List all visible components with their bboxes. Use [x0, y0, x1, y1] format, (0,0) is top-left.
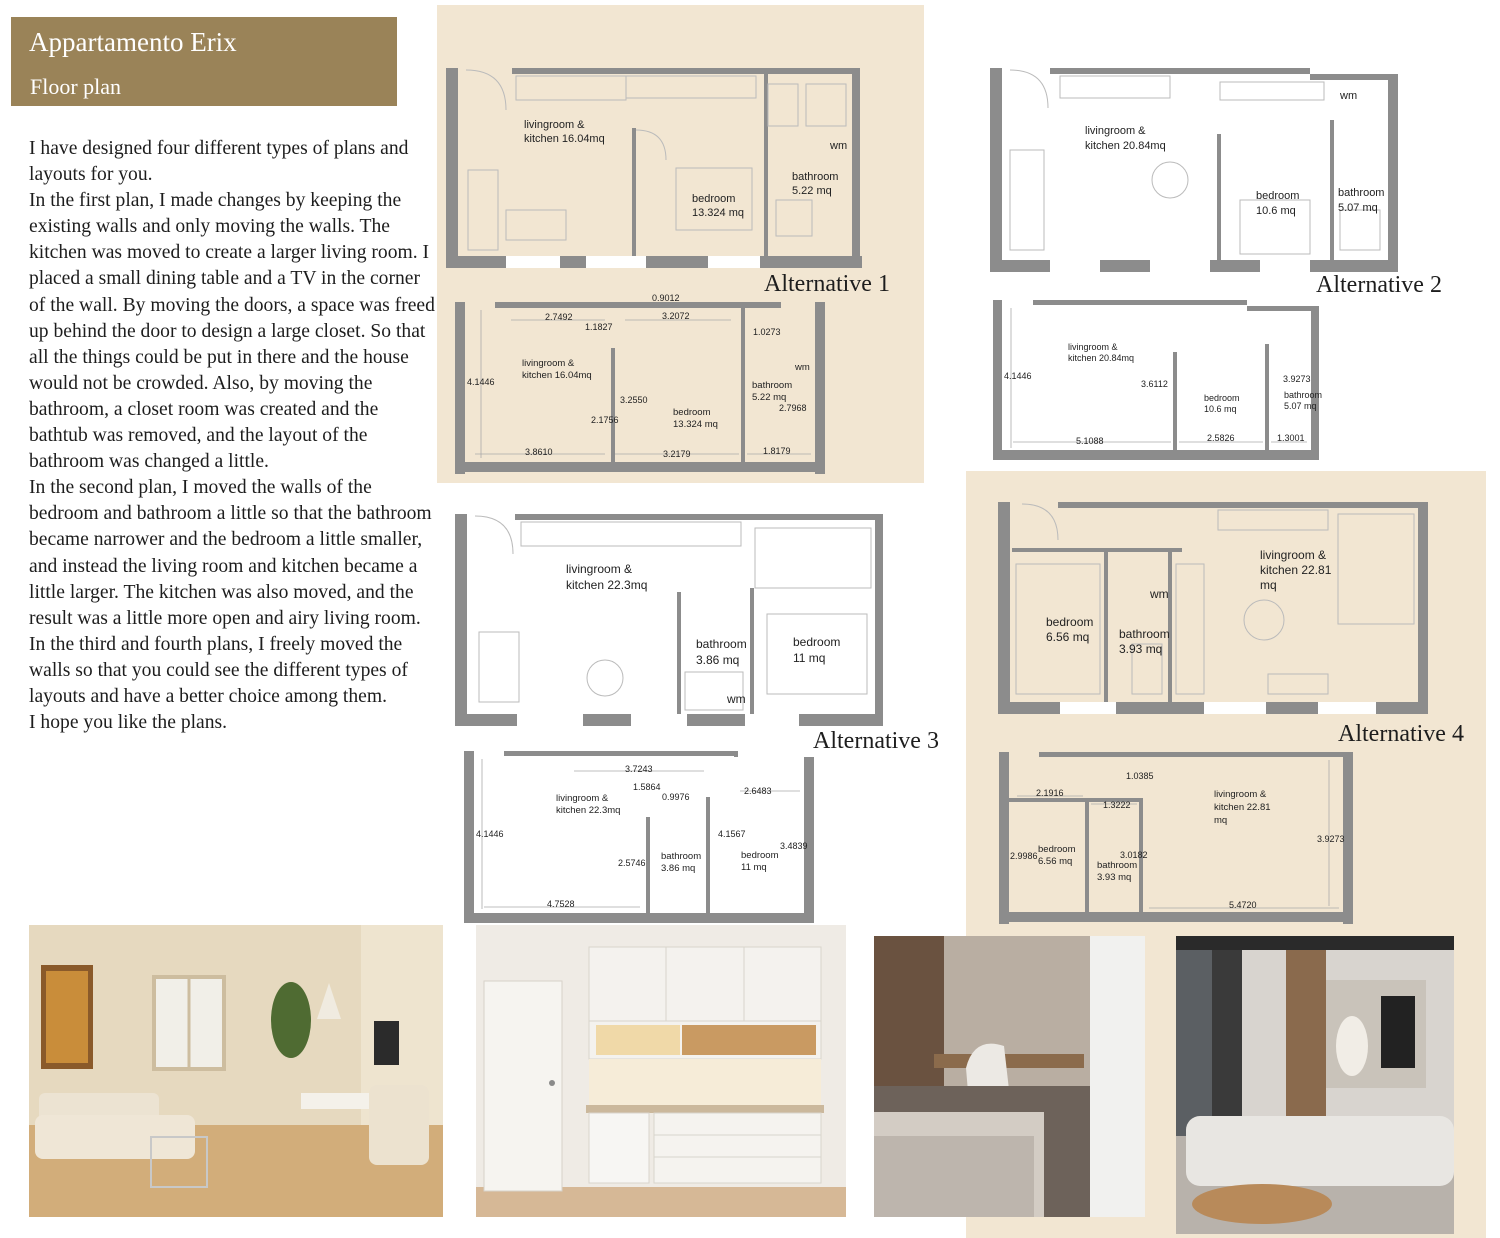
dimension-label: 1.3222	[1103, 800, 1131, 810]
alt3-wm-label: wm	[727, 692, 746, 706]
dimension-label: 5.1088	[1076, 436, 1104, 446]
alt1-wm-label: wm	[830, 140, 848, 152]
title-banner	[11, 17, 397, 106]
dimension-label: 4.1446	[1004, 371, 1032, 381]
dimension-label: 1.5864	[633, 782, 661, 792]
alt1-bedroom-label: bedroom	[692, 193, 736, 205]
dimension-label: 4.1446	[467, 377, 495, 387]
kitchen-illustration	[476, 925, 846, 1217]
alt1d-living-label: livingroom &	[522, 358, 575, 369]
alt2d-bedroom-area: 10.6 mq	[1204, 404, 1237, 414]
alt4-bedroom-label: bedroom	[1046, 615, 1094, 629]
dimension-label: 4.7528	[547, 899, 575, 909]
alt2-furnished-plan	[990, 50, 1400, 274]
alt4-bedroom-area: 6.56 mq	[1046, 630, 1090, 644]
alt3-living-area: kitchen 22.3mq	[566, 578, 648, 592]
alternative-1-label: Alternative 1	[764, 271, 890, 297]
dimension-label: 3.4839	[780, 841, 808, 851]
alt2-living-label: livingroom &	[1085, 125, 1146, 137]
description-paragraph: In the second plan, I moved the walls of the bedroom and bathroom a little so that the bathroom became narrower and the bedroom a little smaller, and instead the living room and kitchen became a little larger. The kitchen was also moved, and the result was a little more open and airy living room.	[29, 477, 432, 629]
alt4d-living-label: livingroom &	[1214, 789, 1267, 800]
alternative-4-label: Alternative 4	[1338, 721, 1464, 747]
alt3-furnished-plan	[455, 492, 885, 728]
description-paragraph: In the first plan, I made changes by keeping the existing walls and only moving the walls. The kitchen was moved to create a larger living room. I placed a small dining table and a TV in the corner of the wall. By moving the doors, a space was freed up behind the door to design a large closet. So that all the things could be put in there and the house would not be crowded. Also, by moving the bathroom, a closet room was created and the bathtub was removed, and the layout of the bathroom was changed a little.	[29, 190, 435, 473]
alt1-dimensioned-plan	[455, 288, 825, 474]
alt3d-bathroom-label: bathroom	[661, 851, 702, 862]
alt3d-bedroom-area: 11 mq	[741, 862, 767, 873]
dimension-label: 1.8179	[763, 446, 791, 456]
dimension-label: 3.2179	[663, 449, 691, 459]
alt3-bathroom-label: bathroom	[696, 637, 747, 651]
dimension-label: 0.9976	[662, 792, 690, 802]
alt2-living-area: kitchen 20.84mq	[1085, 140, 1166, 152]
dimension-label: 1.0273	[753, 327, 781, 337]
description-paragraph: In the third and fourth plans, I freely moved the walls so that you could see the different types of layouts and have a better choice among them.	[29, 633, 408, 707]
dimension-label: 2.1756	[591, 415, 619, 425]
dimension-label: 1.0385	[1126, 771, 1154, 781]
alt3-bathroom-area: 3.86 mq	[696, 653, 740, 667]
alt1d-living-area: kitchen 16.04mq	[522, 370, 592, 381]
alt2-dimensioned-plan	[993, 292, 1323, 460]
alt4-living-unit: mq	[1260, 578, 1277, 592]
alt4-bathroom-label: bathroom	[1119, 627, 1170, 641]
description-paragraph: I hope you like the plans.	[29, 712, 228, 734]
lounge-photo	[1176, 936, 1454, 1234]
dimension-label: 2.6483	[744, 786, 772, 796]
dimension-label: 1.1827	[585, 322, 613, 332]
dimension-label: 2.5826	[1207, 433, 1235, 443]
alt3-bedroom-label: bedroom	[793, 635, 841, 649]
description-text	[29, 136, 441, 736]
alt1-furnished-plan	[446, 50, 866, 270]
alt4-furnished-plan	[998, 484, 1430, 716]
dimension-label: 2.5746	[618, 858, 646, 868]
alt1-bedroom-area: 13.324 mq	[692, 207, 744, 219]
dimension-label: 1.3001	[1277, 433, 1305, 443]
alt4-bathroom-area: 3.93 mq	[1119, 642, 1163, 656]
alt1-bathroom-area: 5.22 mq	[792, 185, 832, 197]
kitchen-photo	[476, 925, 846, 1217]
living-room-illustration	[29, 925, 443, 1217]
dimension-label: 3.9273	[1283, 374, 1311, 384]
alt4d-bedroom-label: bedroom	[1038, 844, 1076, 855]
dimension-label: 3.6112	[1141, 379, 1168, 389]
bedroom-illustration	[874, 936, 1145, 1217]
alt1d-bathroom-label: bathroom	[752, 380, 793, 391]
page-title: Appartamento Erix	[29, 27, 237, 57]
alt4d-living-area: kitchen 22.81	[1214, 802, 1271, 813]
alt2-bathroom-label: bathroom	[1338, 187, 1385, 199]
alt4-wm-label: wm	[1150, 587, 1169, 601]
alt2d-living-label: livingroom &	[1068, 342, 1118, 352]
dimension-label: 4.1446	[476, 829, 504, 839]
dimension-label: 3.2550	[620, 395, 648, 405]
bedroom-photo	[874, 936, 1145, 1217]
alt4d-bedroom-area: 6.56 mq	[1038, 856, 1073, 867]
alt3-living-label: livingroom &	[566, 562, 633, 576]
alt1-bathroom-label: bathroom	[792, 171, 839, 183]
dimension-label: 2.1916	[1036, 788, 1064, 798]
lounge-illustration	[1176, 936, 1454, 1234]
dimension-label: 2.9986	[1010, 851, 1038, 861]
alt4-living-label: livingroom &	[1260, 548, 1327, 562]
dimension-label: 3.8610	[525, 447, 553, 457]
alt3d-bathroom-area: 3.86 mq	[661, 863, 696, 874]
alternative-2-label: Alternative 2	[1316, 272, 1442, 298]
alt3d-living-label: livingroom &	[556, 793, 609, 804]
alt1d-bedroom-area: 13.324 mq	[673, 419, 718, 430]
alt1-living-label: livingroom &	[524, 119, 585, 131]
dimension-label: 5.4720	[1229, 900, 1257, 910]
alt4d-living-unit: mq	[1214, 815, 1228, 826]
alt2-bedroom-area: 10.6 mq	[1256, 205, 1296, 217]
alt2-bathroom-area: 5.07 mq	[1338, 202, 1378, 214]
alt2d-living-area: kitchen 20.84mq	[1068, 353, 1135, 363]
alt4-living-area: kitchen 22.81	[1260, 563, 1332, 577]
dimension-label: 0.9012	[652, 293, 680, 303]
dimension-label: 2.7492	[545, 312, 573, 322]
alt1-living-area: kitchen 16.04mq	[524, 133, 605, 145]
page-subtitle: Floor plan	[30, 74, 122, 99]
alt4-dimensioned-plan	[999, 740, 1353, 924]
alternative-3-label: Alternative 3	[813, 728, 939, 754]
dimension-label: 3.7243	[625, 764, 653, 774]
alt4d-bathroom-label: bathroom	[1097, 860, 1138, 871]
alt2d-bathroom-area: 5.07 mq	[1284, 401, 1317, 411]
alt1d-bathroom-area: 5.22 mq	[752, 392, 787, 403]
alt3-bedroom-area: 11 mq	[793, 651, 826, 665]
alt4d-bathroom-area: 3.93 mq	[1097, 872, 1132, 883]
alt1d-wm-label: wm	[795, 362, 810, 373]
alt2-wm-label: wm	[1340, 90, 1358, 102]
dimension-label: 2.7968	[779, 403, 807, 413]
dimension-label: 3.2072	[662, 311, 690, 321]
alt3d-bedroom-label: bedroom	[741, 850, 779, 861]
alt1d-bedroom-label: bedroom	[673, 407, 711, 418]
alt2d-bathroom-label: bathroom	[1284, 390, 1323, 400]
alt2-bedroom-label: bedroom	[1256, 190, 1300, 202]
dimension-label: 3.0182	[1120, 850, 1148, 860]
dimension-label: 4.1567	[718, 829, 746, 839]
alt3-dimensioned-plan	[464, 737, 814, 923]
dimension-label: 3.9273	[1317, 834, 1345, 844]
living-room-photo	[29, 925, 443, 1217]
alt2d-bedroom-label: bedroom	[1204, 393, 1240, 403]
description-paragraph: I have designed four different types of plans and layouts for you.	[29, 138, 409, 186]
alt3d-living-area: kitchen 22.3mq	[556, 805, 621, 816]
